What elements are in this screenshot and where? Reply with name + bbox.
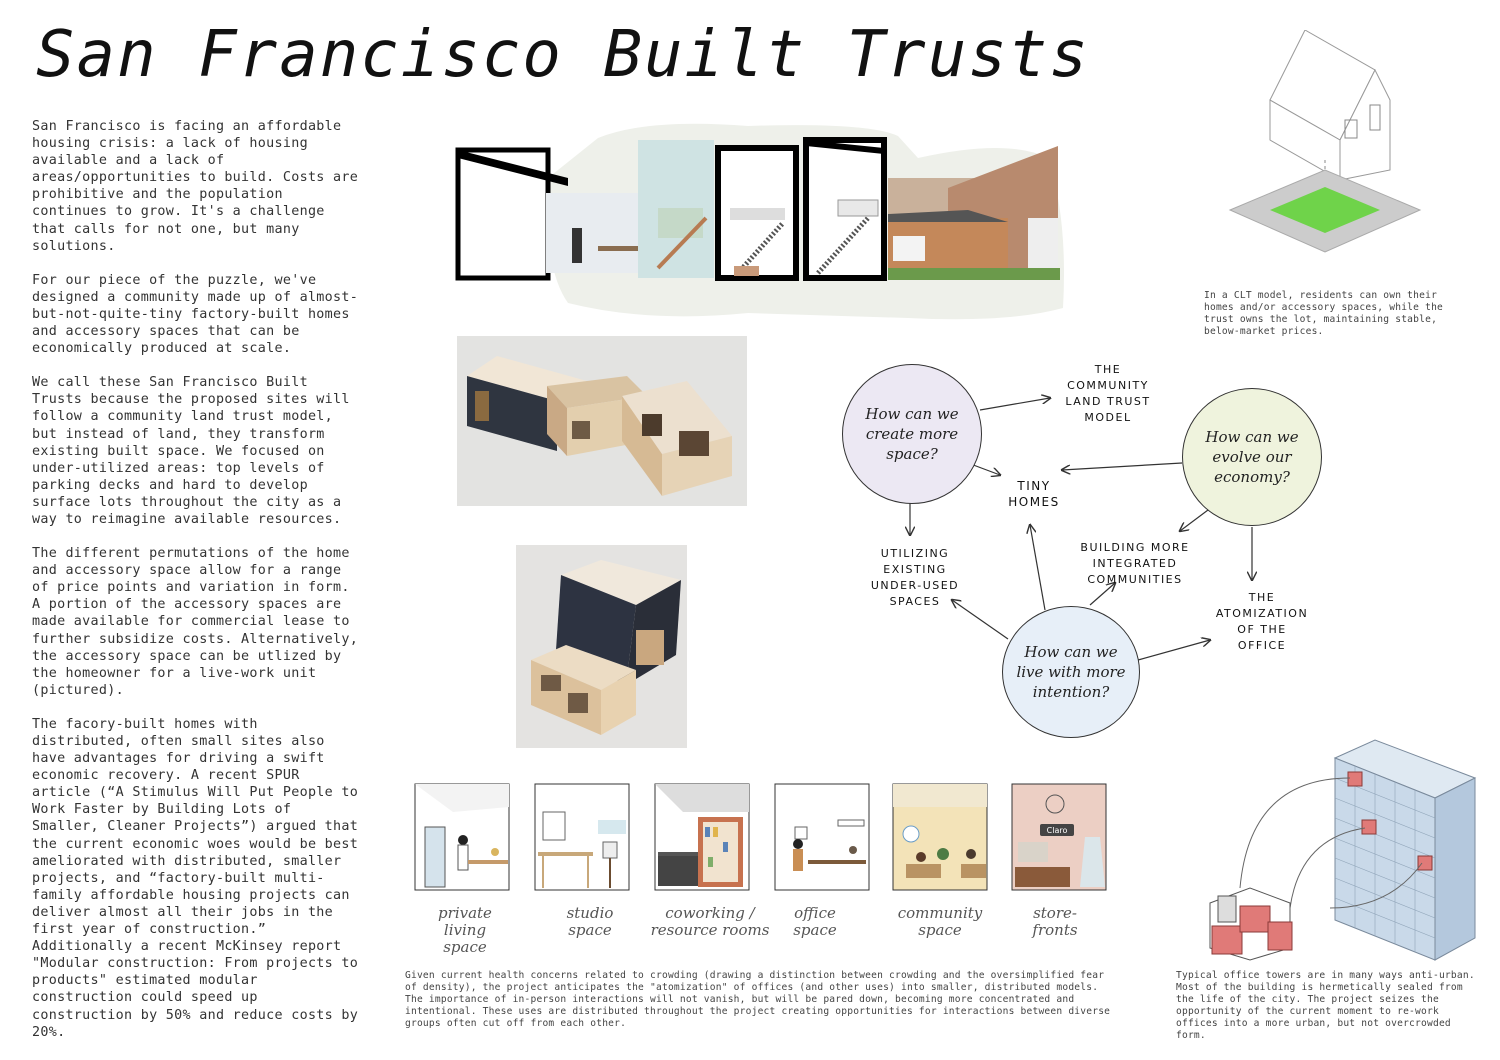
room-label-storefronts: store-fronts xyxy=(1032,904,1078,939)
rooms-caption: Given current health concerns related to crowding (drawing a distinction between crowding and the oversimplified fear of density), the project anticipates the "atomization" of offices (and other uses) into smaller, distributed models. The importance of in-person interactions will not vanish, but will be pared down, becoming more concentrated and intentional. These uses are distributed throughout the project creating opportunities for interactions between diverse groups often cut off from each other. xyxy=(405,970,1111,1029)
intro-text xyxy=(32,118,362,1058)
room-vignettes xyxy=(413,782,1113,892)
section-illustration xyxy=(448,118,1070,328)
intro-paragraph-1: San Francisco is facing an affordable housing crisis: a lack of housing available and a lack of areas/opportunities to build. Costs are prohibitive and the population continues to grow. It's a challenge that calls for not one, but many solutions. xyxy=(32,119,359,254)
model-photo-2 xyxy=(516,545,687,748)
clt-caption: In a CLT model, residents can own their homes and/or accessory spaces, while the trust owns the lot, maintaining stable, below-market prices. xyxy=(1204,290,1444,337)
node-community-land-trust: THE COMMUNITY LAND TRUST MODEL xyxy=(1065,363,1151,424)
model-photo-1 xyxy=(457,336,747,506)
room-label-community: community space xyxy=(897,904,983,939)
question-bubble-intention: How can we live with more intention? xyxy=(1002,606,1140,738)
room-label-coworking: coworking / resource rooms xyxy=(650,904,770,939)
clt-isometric-illustration xyxy=(1225,30,1460,270)
intro-paragraph-5: The facory-built homes with distributed, often small sites also have advantages for driving a swift economic recovery. A recent SPUR article (“A Stimulus Will Put People to Work Faster by Building Lots of Smaller, Cleaner Projects”) argued that the current economic woes would be best ameliorated with distributed, smaller projects, and “factory-built multi-family affordable housing projects can deliver almost all their jobs in the first year of construction.” Additionally a recent McKinsey report "Modular construction: From projects to products" estimated modular construction could speed up construction by 50% and reduce costs by 20%. xyxy=(32,716,359,1040)
intro-paragraph-4: The different permutations of the home and accessory space allow for a range of price points and variation in form. A portion of the accessory spaces are made available for commercial lease to further subsidize costs. Alternatively, the accessory space can be utlized by the homeowner for a live-work unit (pictured). xyxy=(32,546,359,698)
room-label-studio: studio space xyxy=(566,904,614,939)
tower-caption: Typical office towers are in many ways anti-urban. Most of the building is hermetically sealed from the life of the city. The project seizes the opportunity of the current moment to re-work offices into a more urban, but not overcrowded form. xyxy=(1176,970,1475,1041)
intro-paragraph-3: We call these San Francisco Built Trusts because the proposed sites will follow a community land trust model, but instead of land, they transform existing built space. We focused on under-utilized areas: top levels of parking decks and hard to develop surface lots throughout the city as a way to reimagine available resources. xyxy=(32,375,350,527)
node-utilizing-spaces: UTILIZING EXISTING UNDER-USED SPACES xyxy=(870,547,960,608)
node-integrated-communities: BUILDING MORE INTEGRATED COMMUNITIES xyxy=(1080,541,1190,586)
question-bubble-economy: How can we evolve our economy? xyxy=(1182,388,1322,526)
intro-paragraph-2: For our piece of the puzzle, we've designed a community made up of almost-but-not-quite-tiny factory-built homes and accessory spaces that can be economically produced at scale. xyxy=(32,272,359,357)
room-label-private-living: private living space xyxy=(438,904,492,956)
node-atomization: THE ATOMIZATION OF THE OFFICE xyxy=(1215,591,1309,652)
node-tiny-homes: TINY HOMES xyxy=(1008,479,1060,509)
page-title: San Francisco Built Trusts xyxy=(36,18,1090,92)
room-label-office: office space xyxy=(793,904,837,939)
question-bubble-space: How can we create more space? xyxy=(842,364,982,504)
storefront-sign: Claro xyxy=(1046,826,1068,835)
office-tower-illustration xyxy=(1190,738,1480,963)
